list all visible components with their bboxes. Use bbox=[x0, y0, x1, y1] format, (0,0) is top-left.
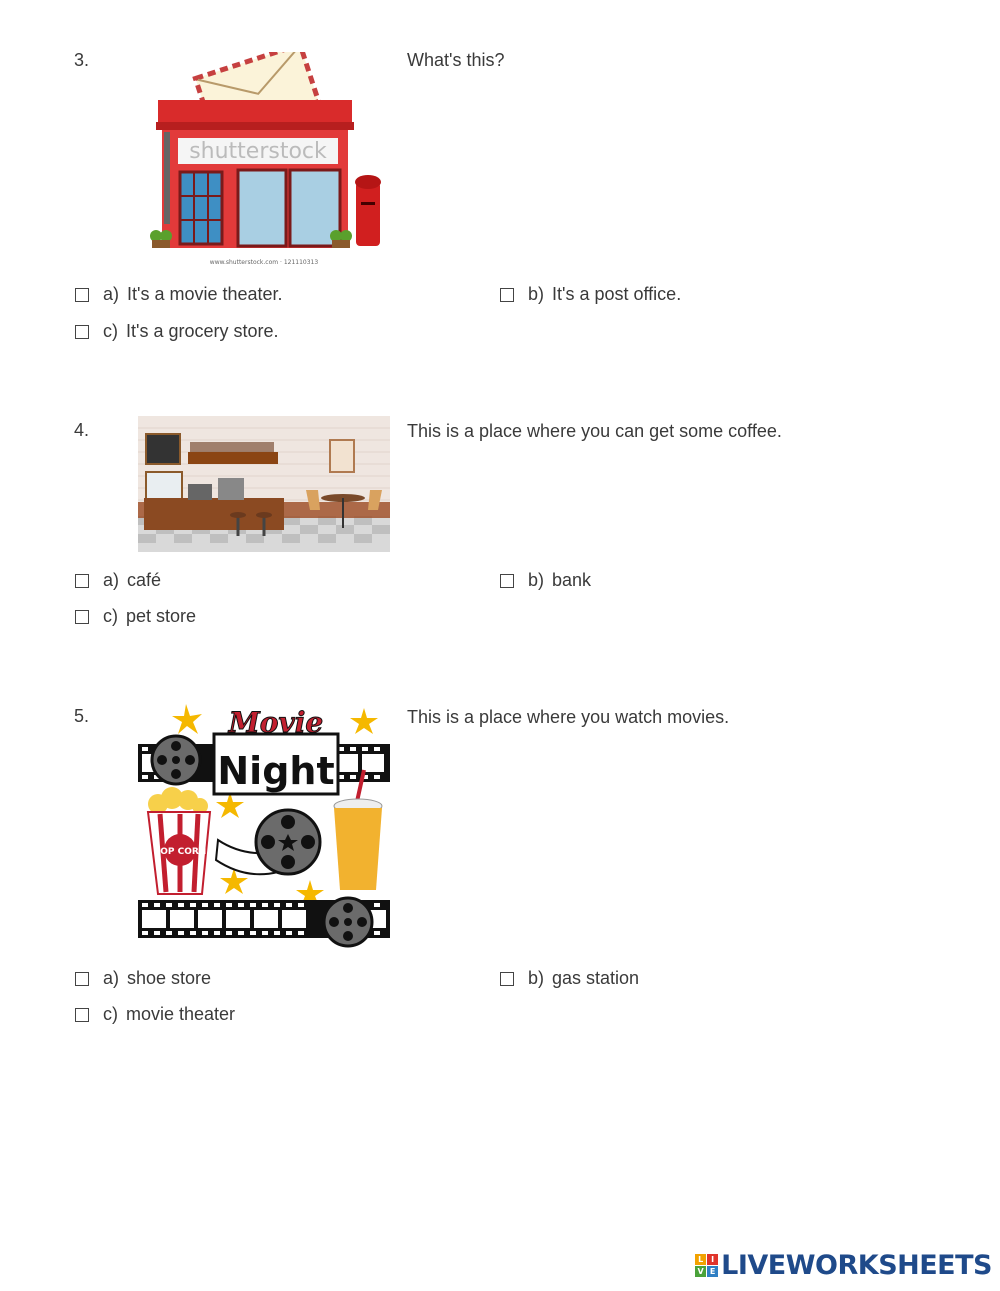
option-letter: a) bbox=[103, 570, 120, 590]
cafe-image bbox=[138, 416, 390, 552]
logo-mark-icon bbox=[695, 1254, 718, 1277]
checkbox[interactable] bbox=[75, 288, 89, 302]
option-a[interactable] bbox=[75, 968, 211, 989]
option-letter: c) bbox=[103, 1004, 118, 1024]
watermark-text: shutterstock bbox=[189, 139, 327, 164]
option-text: café bbox=[127, 570, 162, 590]
logo-letter: V bbox=[695, 1266, 706, 1277]
question-prompt: This is a place where you watch movies. bbox=[407, 707, 730, 727]
checkbox[interactable] bbox=[500, 972, 514, 986]
option-text: shoe store bbox=[127, 968, 212, 988]
option-text: movie theater bbox=[126, 1004, 236, 1024]
checkbox[interactable] bbox=[500, 288, 514, 302]
logo-letter: E bbox=[707, 1266, 718, 1277]
option-text: It's a grocery store. bbox=[126, 321, 279, 341]
option-a[interactable] bbox=[75, 570, 161, 591]
checkbox[interactable] bbox=[75, 610, 89, 624]
question-number: 5. bbox=[74, 706, 90, 726]
post-office-image bbox=[138, 52, 390, 268]
option-text: It's a movie theater. bbox=[127, 284, 283, 304]
title-night: Night bbox=[217, 749, 335, 793]
option-letter: a) bbox=[103, 284, 120, 304]
option-letter: b) bbox=[528, 570, 545, 590]
option-text: pet store bbox=[126, 606, 197, 626]
question-number: 3. bbox=[74, 50, 90, 70]
image-caption: www.shutterstock.com · 121110313 bbox=[209, 259, 319, 266]
option-c[interactable] bbox=[75, 1004, 235, 1025]
option-letter: a) bbox=[103, 968, 120, 988]
popcorn-label: POP CORN bbox=[153, 847, 207, 857]
option-text: bank bbox=[552, 570, 592, 590]
option-b[interactable] bbox=[500, 284, 681, 305]
option-c[interactable] bbox=[75, 321, 279, 342]
logo-letter: I bbox=[707, 1254, 718, 1265]
option-letter: c) bbox=[103, 321, 118, 341]
question-number: 4. bbox=[74, 420, 90, 440]
option-letter: b) bbox=[528, 968, 545, 988]
option-b[interactable] bbox=[500, 968, 639, 989]
movie-night-image bbox=[138, 700, 390, 950]
checkbox[interactable] bbox=[75, 972, 89, 986]
checkbox[interactable] bbox=[75, 1008, 89, 1022]
logo-text: LIVEWORKSHEETS bbox=[721, 1250, 992, 1281]
logo-letter: L bbox=[695, 1254, 706, 1265]
option-b[interactable] bbox=[500, 570, 591, 591]
checkbox[interactable] bbox=[75, 325, 89, 339]
question-prompt: This is a place where you can get some coffee. bbox=[407, 421, 782, 441]
title-movie: Movie bbox=[228, 706, 324, 739]
option-text: It's a post office. bbox=[552, 284, 682, 304]
checkbox[interactable] bbox=[500, 574, 514, 588]
option-letter: c) bbox=[103, 606, 118, 626]
question-prompt: What's this? bbox=[407, 50, 505, 70]
option-text: gas station bbox=[552, 968, 640, 988]
liveworksheets-logo[interactable] bbox=[695, 1250, 992, 1281]
option-c[interactable] bbox=[75, 606, 196, 627]
option-a[interactable] bbox=[75, 284, 283, 305]
option-letter: b) bbox=[528, 284, 545, 304]
checkbox[interactable] bbox=[75, 574, 89, 588]
